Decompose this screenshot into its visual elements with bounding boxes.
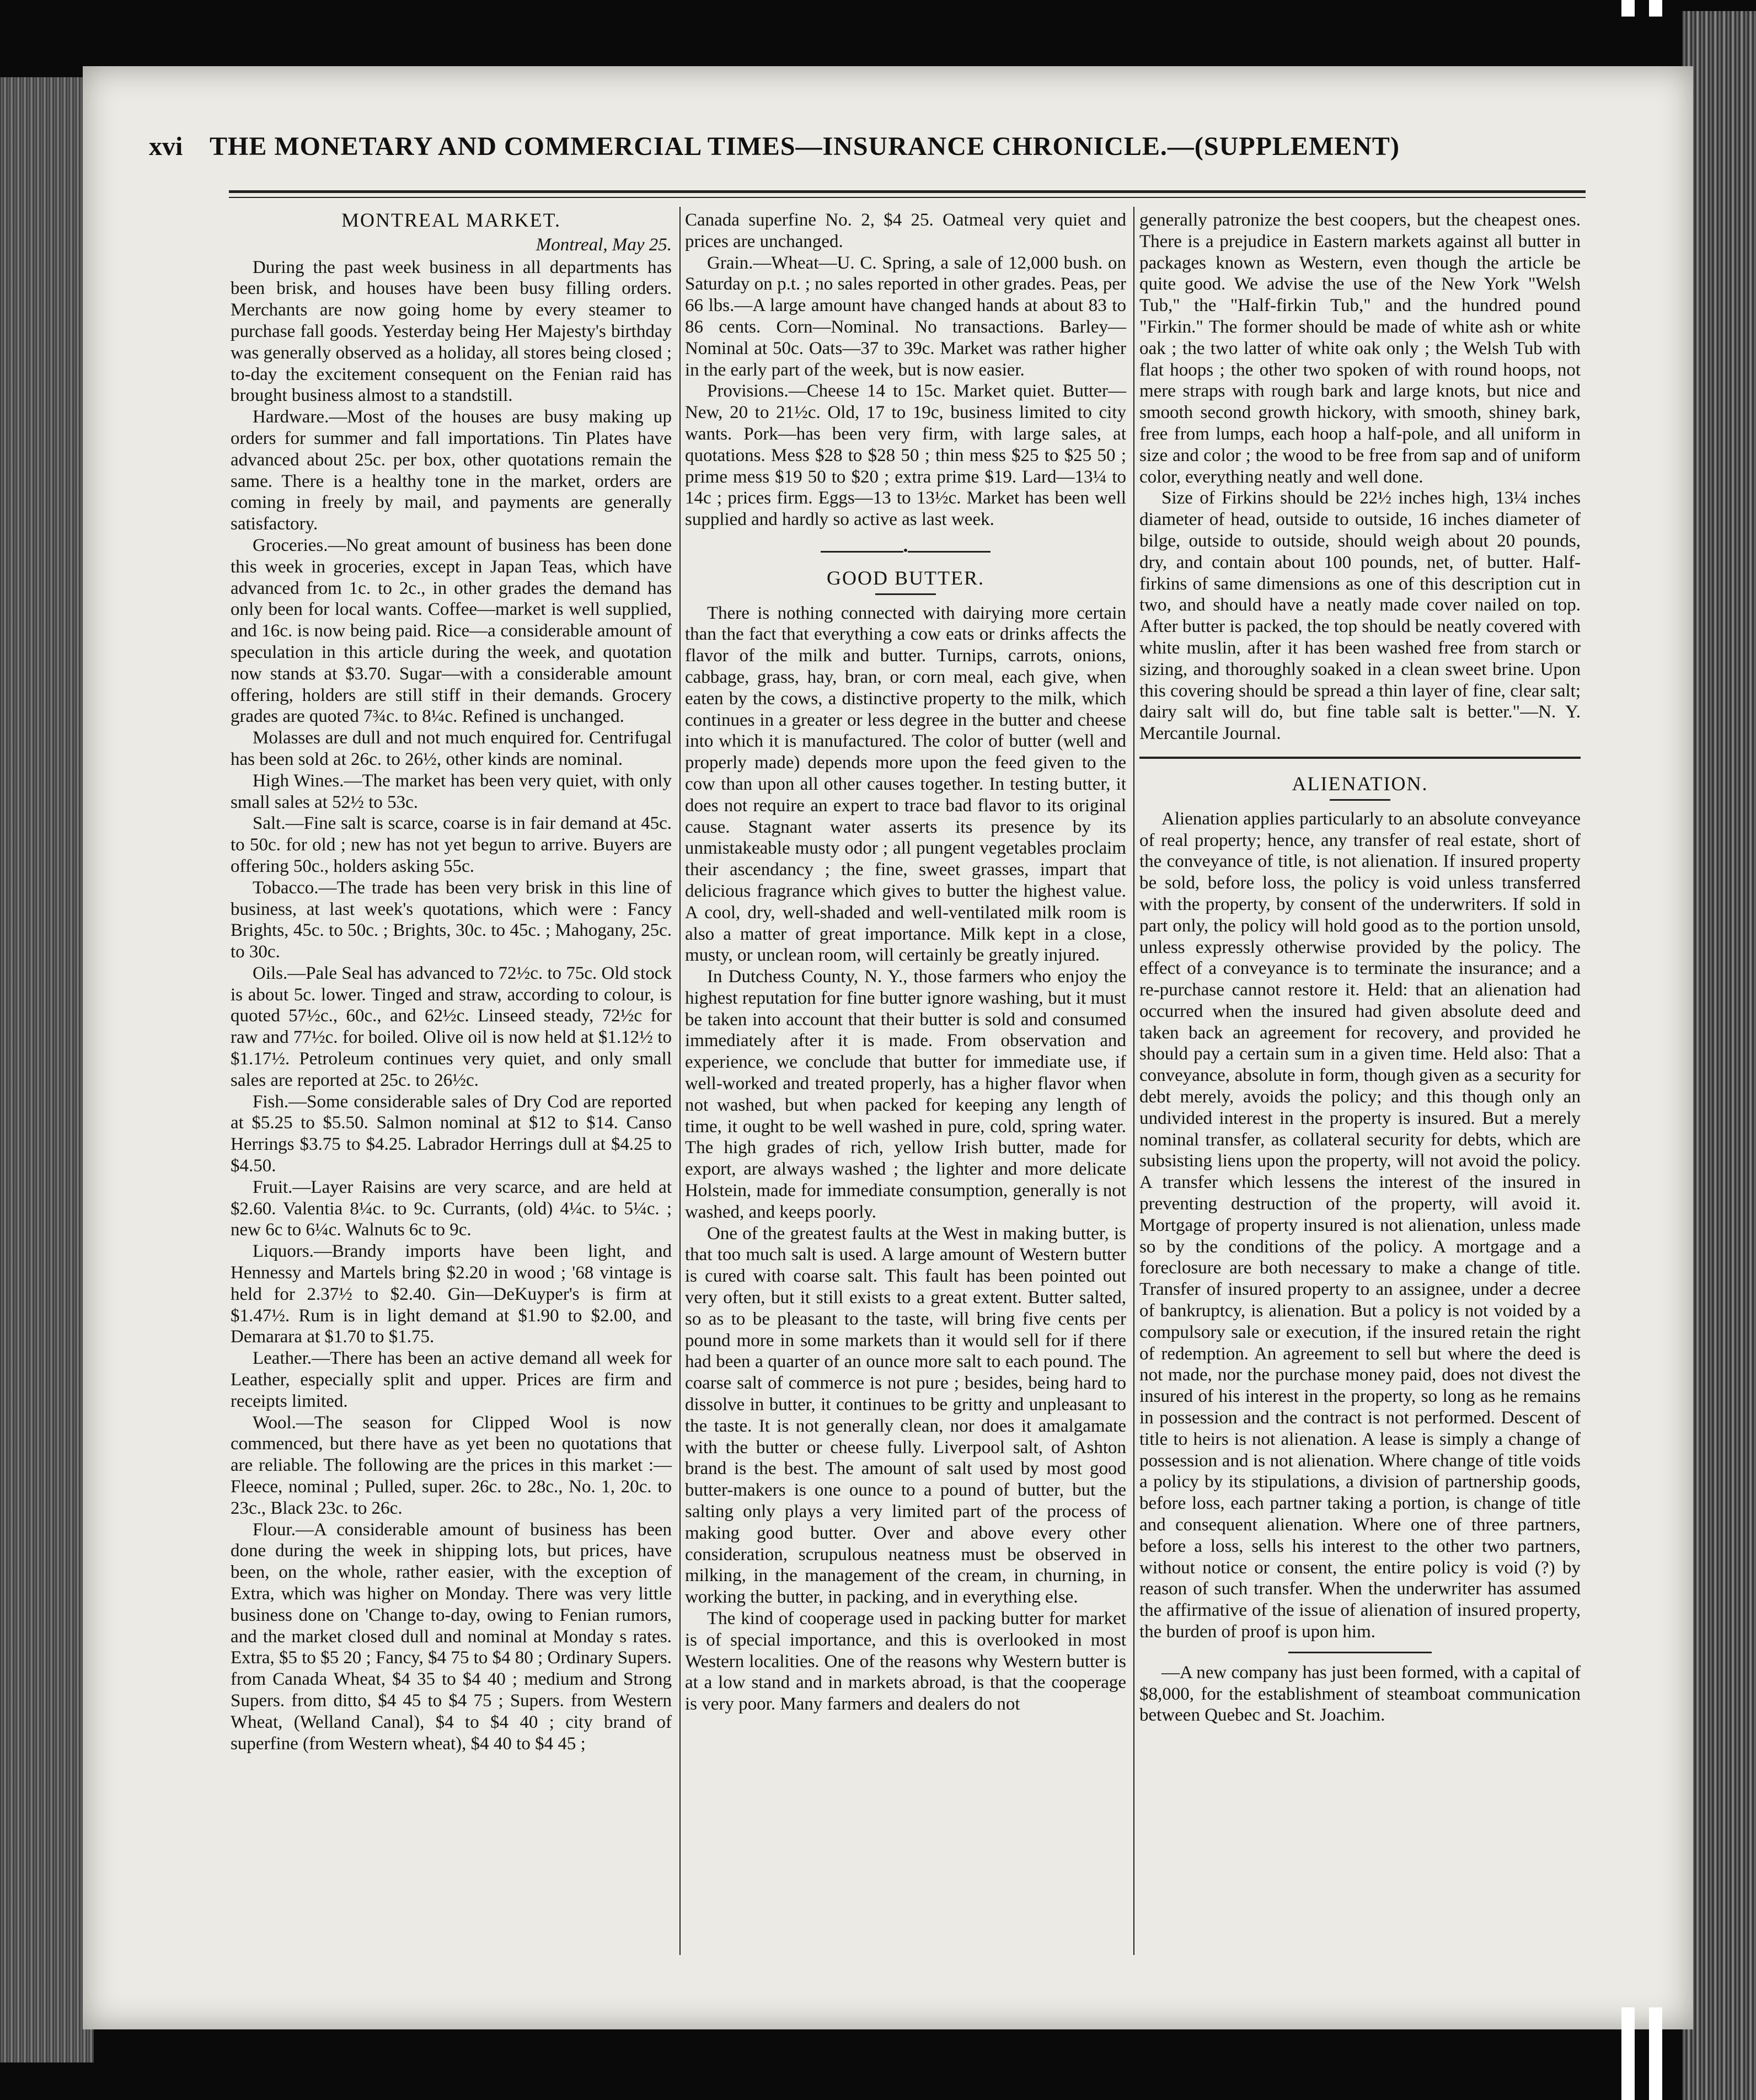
paragraph: Fish.—Some considerable sales of Dry Cod are reported at $5.25 to $5.50. Salmon nominal at $12 to $14. Canso Herrings $3.75 to $4.25. Labrador Herrings dull at $4.25 to $4.50. <box>231 1091 672 1176</box>
paragraph: generally patronize the best coopers, but the cheapest ones. There is a prejudice in Eastern markets against all butter in packages known as Western, even though the article be quite good. We advise the use of the New York "Welsh Tub," the "Half-firkin Tub," and the hundred pound "Firkin." The former should be made of white ash or white oak ; the two latter of white oak only ; the Welsh Tub with flat hoops ; the other two spoken of with round hoops, not mere straps with rough bark and large knots, but nice and smooth second growth hickory, with smooth, shiney bark, free from lumps, each hoop a half-pole, and all uniform in size and color ; the wood to be free from sap and of uniform color, everything neatly and well done. <box>1139 210 1581 487</box>
paragraph: Hardware.—Most of the houses are busy making up orders for summer and fall importations. Tin Plates have advanced about 25c. per box, other quotations remain the same. There is a healthy tone in the market, orders are coming in freely by mail, and payments are generally satisfactory. <box>231 407 672 534</box>
paragraph: There is nothing connected with dairying more certain than the fact that everything a cow eats or drinks affects the flavor of the milk and butter. Turnips, carrots, onions, cabbage, grass, hay, bran, or corn meal, each give, when eaten by the cows, a distinctive property to the milk, which continues in a greater or less degree in the butter and cheese into which it is manufactured. The color of butter (well and properly made) depends more upon the feed given to the cow than upon all other causes together. In testing butter, it does not require an expert to trace bad flavor to its original cause. Stagnant water asserts its presence by its unmistakeable musty odor ; all pungent vegetables proclaim their ascendancy ; the fine, sweet grasses, impart that delicious fragrance which gives to butter the highest value. A cool, dry, well-shaded and well-ventilated milk room is also a matter of great importance. Milk kept in a close, musty, or unclean room, will certainly be greatly injured. <box>685 603 1126 966</box>
paragraph: Oils.—Pale Seal has advanced to 72½c. to 75c. Old stock is about 5c. lower. Tinged and straw, according to colour, is quoted 57½c., 60c., and 62½c. Linseed steady, 72½c for raw and 77½c. for boiled. Olive oil is now held at $1.12½ to $1.17½. Petroleum continues very quiet, and only small sales are reported at 25c. to 26½c. <box>231 963 672 1090</box>
paragraph: The kind of cooperage used in packing butter for market is of special importance, and this is overlooked in most Western localities. One of the reasons why Western butter is at a low stand and in markets abroad, is that the cooperage is very poor. Many farmers and dealers do not <box>685 1609 1126 1715</box>
scan-mark <box>1621 2007 1635 2100</box>
paragraph: Wool.—The season for Clipped Wool is now commenced, but there have as yet been no quotations that are reliable. The following are the prices in this market :—Fleece, nominal ; Pulled, super. 26c. to 28c., No. 1, 20c. to 23c., Black 23c. to 26c. <box>231 1412 672 1518</box>
scan-mark <box>1649 2007 1662 2100</box>
column-rule <box>679 207 681 1955</box>
right-page-edges <box>1682 11 1756 2100</box>
publication-title: THE MONETARY AND COMMERCIAL TIMES—INSURANCE CHRONICLE.—(SUPPLEMENT) <box>210 132 1400 161</box>
heading-rule <box>875 593 936 595</box>
header-rule <box>229 190 1586 193</box>
paragraph: Provisions.—Cheese 14 to 15c. Market quiet. Butter—New, 20 to 21½c. Old, 17 to 19c, business limited to city wants. Pork—has been very firm, with large sales, at quotations. Mess $28 to $28 50 ; thin mess $25 to $25 50 ; prime mess $19 50 to $20 ; extra prime $19. Lard—13¼ to 14c ; prices firm. Eggs—13 to 13½c. Market has been well supplied and hardly so active as last week. <box>685 381 1126 530</box>
header-rule-thin <box>229 197 1586 198</box>
paragraph: Alienation applies particularly to an absolute conveyance of real property; hence, any transfer of real estate, short of the conveyance of title, is not alienation. If insured property be sold, before loss, the policy is void unless transferred with the property, by consent of the underwriters. If sold in part only, the policy will hold good as to the portion unsold, unless expressly otherwise provided by the policy. The effect of a conveyance is to terminate the insurance; and a re-purchase cannot restore it. Held: that an alienation had occurred when the insured had given absolute deed and taken back an agreement for recovery, and provided he should pay a certain sum in a given time. Held also: That a conveyance, absolute in form, though given as a security for debt merely, avoids the policy; and this though only an undivided interest in the property is insured. But a merely nominal transfer, as collateral security for debts, which are subsisting liens upon the property, will not avoid the policy. A transfer which lessens the interest of the insured in preventing destruction of the property, will avoid it. Mortgage of property insured is not alienation, unless made so by the conditions of the policy. A mortgage and a foreclosure are both necessary to make a change of title. Transfer of insured property to an assignee, under a decree of bankruptcy, is alienation. But a policy is not voided by a compulsory sale or execution, if the insured retain the right of redemption. An agreement to sell but where the deed is not made, nor the purchase money paid, does not divest the insured of his interest in the property, so long as he remains in possession and the contract is not performed. Descent of title to heirs is not alienation. A lease is simply a change of possession and is not alienation. Where change of title voids a policy by its stipulations, a division of partnership goods, before loss, each partner taking a portion, is change of title and consequent alienation. Where one of three partners, before a loss, sells his interest to the other two partners, without notice or consent, the entire policy is void (?) by reason of such transfer. When the underwriter has assumed the affirmative of the issue of alienation of insured property, the burden of proof is upon him. <box>1139 808 1581 1642</box>
column-montreal-market <box>231 210 672 1754</box>
paragraph: High Wines.—The market has been very quiet, with only small sales at 52½ to 53c. <box>231 770 672 812</box>
article-heading: ALIENATION. <box>1292 772 1428 795</box>
paragraph: Molasses are dull and not much enquired for. Centrifugal has been sold at 26c. to 26½, other kinds are nominal. <box>231 728 672 769</box>
page-number: xvi <box>149 132 183 161</box>
column-rule <box>1133 207 1134 1955</box>
article-heading: GOOD BUTTER. <box>827 566 984 589</box>
running-header <box>149 131 1594 170</box>
dateline: Montreal, May 25. <box>536 234 672 255</box>
heading-rule <box>1330 799 1390 801</box>
paragraph: During the past week business in all departments has been brisk, and houses have been busy filling orders. Merchants are now going home by every steamer to purchase fall goods. Yesterday being Her Majesty's birthday was generally observed as a holiday, all stores being closed ; to-day the excitement consequent on the Fenian raid has brought business almost to a standstill. <box>231 257 672 406</box>
left-page-edges <box>0 77 94 2062</box>
paragraph: Grain.—Wheat—U. C. Spring, a sale of 12,000 bush. on Saturday on p.t. ; no sales reported in other grades. Peas, per 66 lbs.—A large amount have changed hands at about 83 to 86 cents. Corn—Nominal. No transactions. Barley—Nominal at 50c. Oats—37 to 39c. Market was rather higher in the early part of the week, but is now easier. <box>685 253 1126 380</box>
paragraph: Fruit.—Layer Raisins are very scarce, and are held at $2.60. Valentia 8¼c. to 9c. Currants, (old) 4¼c. to 5¼c. ; new 6c to 6¼c. Walnuts 6c to 9c. <box>231 1177 672 1240</box>
section-rule <box>1139 757 1581 759</box>
ornamental-divider: • <box>685 540 1126 562</box>
paragraph: In Dutchess County, N. Y., those farmers who enjoy the highest reputation for fine butter ignore washing, but it must be taken into account that their butter is sold and consumed immediately after it is made. From observation and experience, we conclude that butter for immediate use, if well-worked and treated properly, has a higher flavor when not washed, but when packed for keeping any length of time, it ought to be well washed in pure, cold, spring water. The high grades of rich, yellow Irish butter, made for export, are always washed ; the lighter and more delicate Holstein, made for immediate consumption, generally is not washed, and keeps poorly. <box>685 967 1126 1222</box>
paragraph: Tobacco.—The trade has been very brisk in this line of business, at last week's quotations, which were : Fancy Brights, 45c. to 50c. ; Brights, 30c. to 45c. ; Mahogany, 25c. to 30c. <box>231 877 672 962</box>
article-heading: MONTREAL MARKET. <box>341 209 561 231</box>
paragraph: Size of Firkins should be 22½ inches high, 13¼ inches diameter of head, outside to outside, 16 inches diameter of bilge, outside to outside, should weigh about 20 pounds, dry, and contain about 100 pounds, net, of butter. Half-firkins of same dimensions as one of this description cut in two, and should have a neatly made cover nailed on top. After butter is packed, the top should be neatly covered with white muslin, after it has been washed free from starch or sizing, and thoroughly soaked in a clean sweet brine. Upon this covering should be spread a thin layer of fine, clear salt; dairy salt will do, but fine table salt is better."—N. Y. Mercantile Journal. <box>1139 488 1581 744</box>
column-good-butter <box>685 210 1126 1715</box>
paragraph: Groceries.—No great amount of business has been done this week in groceries, except in Japan Teas, which have advanced from 1c. to 2c., in other grades the demand has only been for local wants. Coffee—market is well supplied, and 16c. is now being paid. Rice—a considerable amount of speculation in this article during the week, and quotation now stands at $3.70. Sugar—with a considerable amount offering, holders are still stiff in their demands. Grocery grades are quoted 7¾c. to 8¼c. Refined is unchanged. <box>231 535 672 727</box>
paragraph: Flour.—A considerable amount of business has been done during the week in shipping lots, but prices, have been, on the whole, rather easier, with the exception of Extra, which was higher on Monday. There was very little business done on 'Change to-day, owing to Fenian rumors, and the market closed dull and nominal at Monday s rates. Extra, $5 to $5 20 ; Fancy, $4 75 to $4 80 ; Ordinary Supers. from Canada Wheat, $4 35 to $4 40 ; medium and Strong Supers. from ditto, $4 45 to $4 75 ; Supers. from Western Wheat, (Welland Canal), $4 to $4 40 ; city brand of superfine (from Western wheat), $4 40 to $4 45 ; <box>231 1519 672 1754</box>
paragraph: Leather.—There has been an active demand all week for Leather, especially split and upper. Prices are firm and receipts limited. <box>231 1348 672 1411</box>
paragraph: —A new company has just been formed, with a capital of $8,000, for the establishment of steamboat communication between Quebec and St. Joachim. <box>1139 1662 1581 1726</box>
scan-mark <box>1649 0 1662 17</box>
paragraph: Liquors.—Brandy imports have been light, and Hennessy and Martels bring $2.20 in wood ; '68 vintage is held for 2.37½ to $2.40. Gin—DeKuyper's is firm at $1.47½. Rum is in light demand at $1.90 to $2.00, and Demarara at $1.70 to $1.75. <box>231 1241 672 1347</box>
paragraph: Salt.—Fine salt is scarce, coarse is in fair demand at 45c. to 50c. for old ; new has not yet begun to arrive. Buyers are offering 50c., holders asking 55c. <box>231 813 672 876</box>
paragraph: Canada superfine No. 2, $4 25. Oatmeal very quiet and prices are unchanged. <box>685 210 1126 251</box>
paragraph: One of the greatest faults at the West in making butter, is that too much salt is used. A large amount of Western butter is cured with coarse salt. This fault has been pointed out very often, but it still exists to a great extent. Butter salted, so as to be pleasant to the taste, will bring five cents per pound more in some markets than it would sell for if there had been a quarter of an ounce more salt to each pound. The coarse salt of commerce is not pure ; besides, being hard to dissolve in butter, it continues to be gritty and unpleasant to the taste. It is not generally clean, nor does it amalgamate with the butter or cheese fully. Liverpool salt, of Ashton brand is the best. The amount of salt used by most good butter-makers is one ounce to a pound of butter, but the salting only plays a very limited part of the process of making good butter. Over and above every other consideration, scrupulous neatness must be observed in milking, in the management of the cream, in churning, in working the butter, in packing, and in everything else. <box>685 1223 1126 1608</box>
scan-mark <box>1621 0 1635 17</box>
divider-rule <box>1288 1652 1432 1653</box>
column-alienation <box>1139 210 1581 1726</box>
